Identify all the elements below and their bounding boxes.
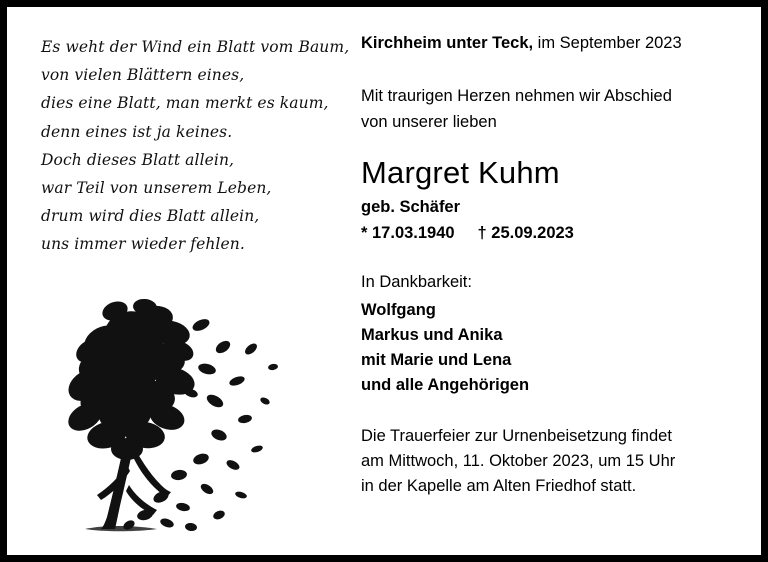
left-column (7, 7, 350, 555)
right-column (347, 7, 761, 555)
survivor-item: und alle Angehörigen (361, 375, 530, 394)
place-name: Kirchheim unter Teck, (361, 34, 534, 52)
poem-line: Es weht der Wind ein Blatt vom Baum, (41, 38, 350, 56)
ceremony-line: Die Trauerfeier zur Urnenbeisetzung findet (361, 427, 672, 446)
survivor-item: mit Marie und Lena (361, 350, 512, 369)
poem-line: war Teil von unserem Leben, (41, 179, 272, 198)
deceased-dates: * 17.03.1940 † 25.09.2023 (361, 224, 574, 243)
poem-line: denn eines ist ja keines. (41, 122, 233, 141)
poem-line: dies eine Blatt, man merkt es kaum, (41, 94, 329, 113)
deceased-block (361, 154, 743, 247)
survivor-item: Wolfgang (361, 300, 436, 319)
place-and-date (361, 33, 743, 54)
poem-line: drum wird dies Blatt allein, (41, 207, 260, 226)
survivor-item: Markus und Anika (361, 325, 503, 344)
ceremony-details (361, 424, 743, 499)
survivors-list (361, 298, 743, 398)
ceremony-line: in der Kapelle am Alten Friedhof statt. (361, 477, 637, 496)
intro-line: Mit traurigen Herzen nehmen wir Abschied (361, 87, 672, 106)
poem-line: uns immer wieder fehlen. (41, 235, 245, 254)
notice-date: im September 2023 (533, 34, 682, 52)
intro-text (361, 84, 743, 135)
windblown-tree-illustration (41, 289, 321, 539)
card-inner (7, 7, 761, 555)
poem (41, 33, 350, 259)
poem-line: von vielen Blättern eines, (41, 66, 245, 85)
deceased-name: Margret Kuhm (361, 154, 560, 190)
gratitude-label: In Dankbarkeit: (361, 273, 472, 292)
ceremony-line: am Mittwoch, 11. Oktober 2023, um 15 Uhr (361, 452, 676, 471)
poem-line: Doch dieses Blatt allein, (41, 150, 235, 169)
intro-line: von unserer lieben (361, 113, 497, 131)
deceased-maiden-name: geb. Schäfer (361, 198, 461, 217)
